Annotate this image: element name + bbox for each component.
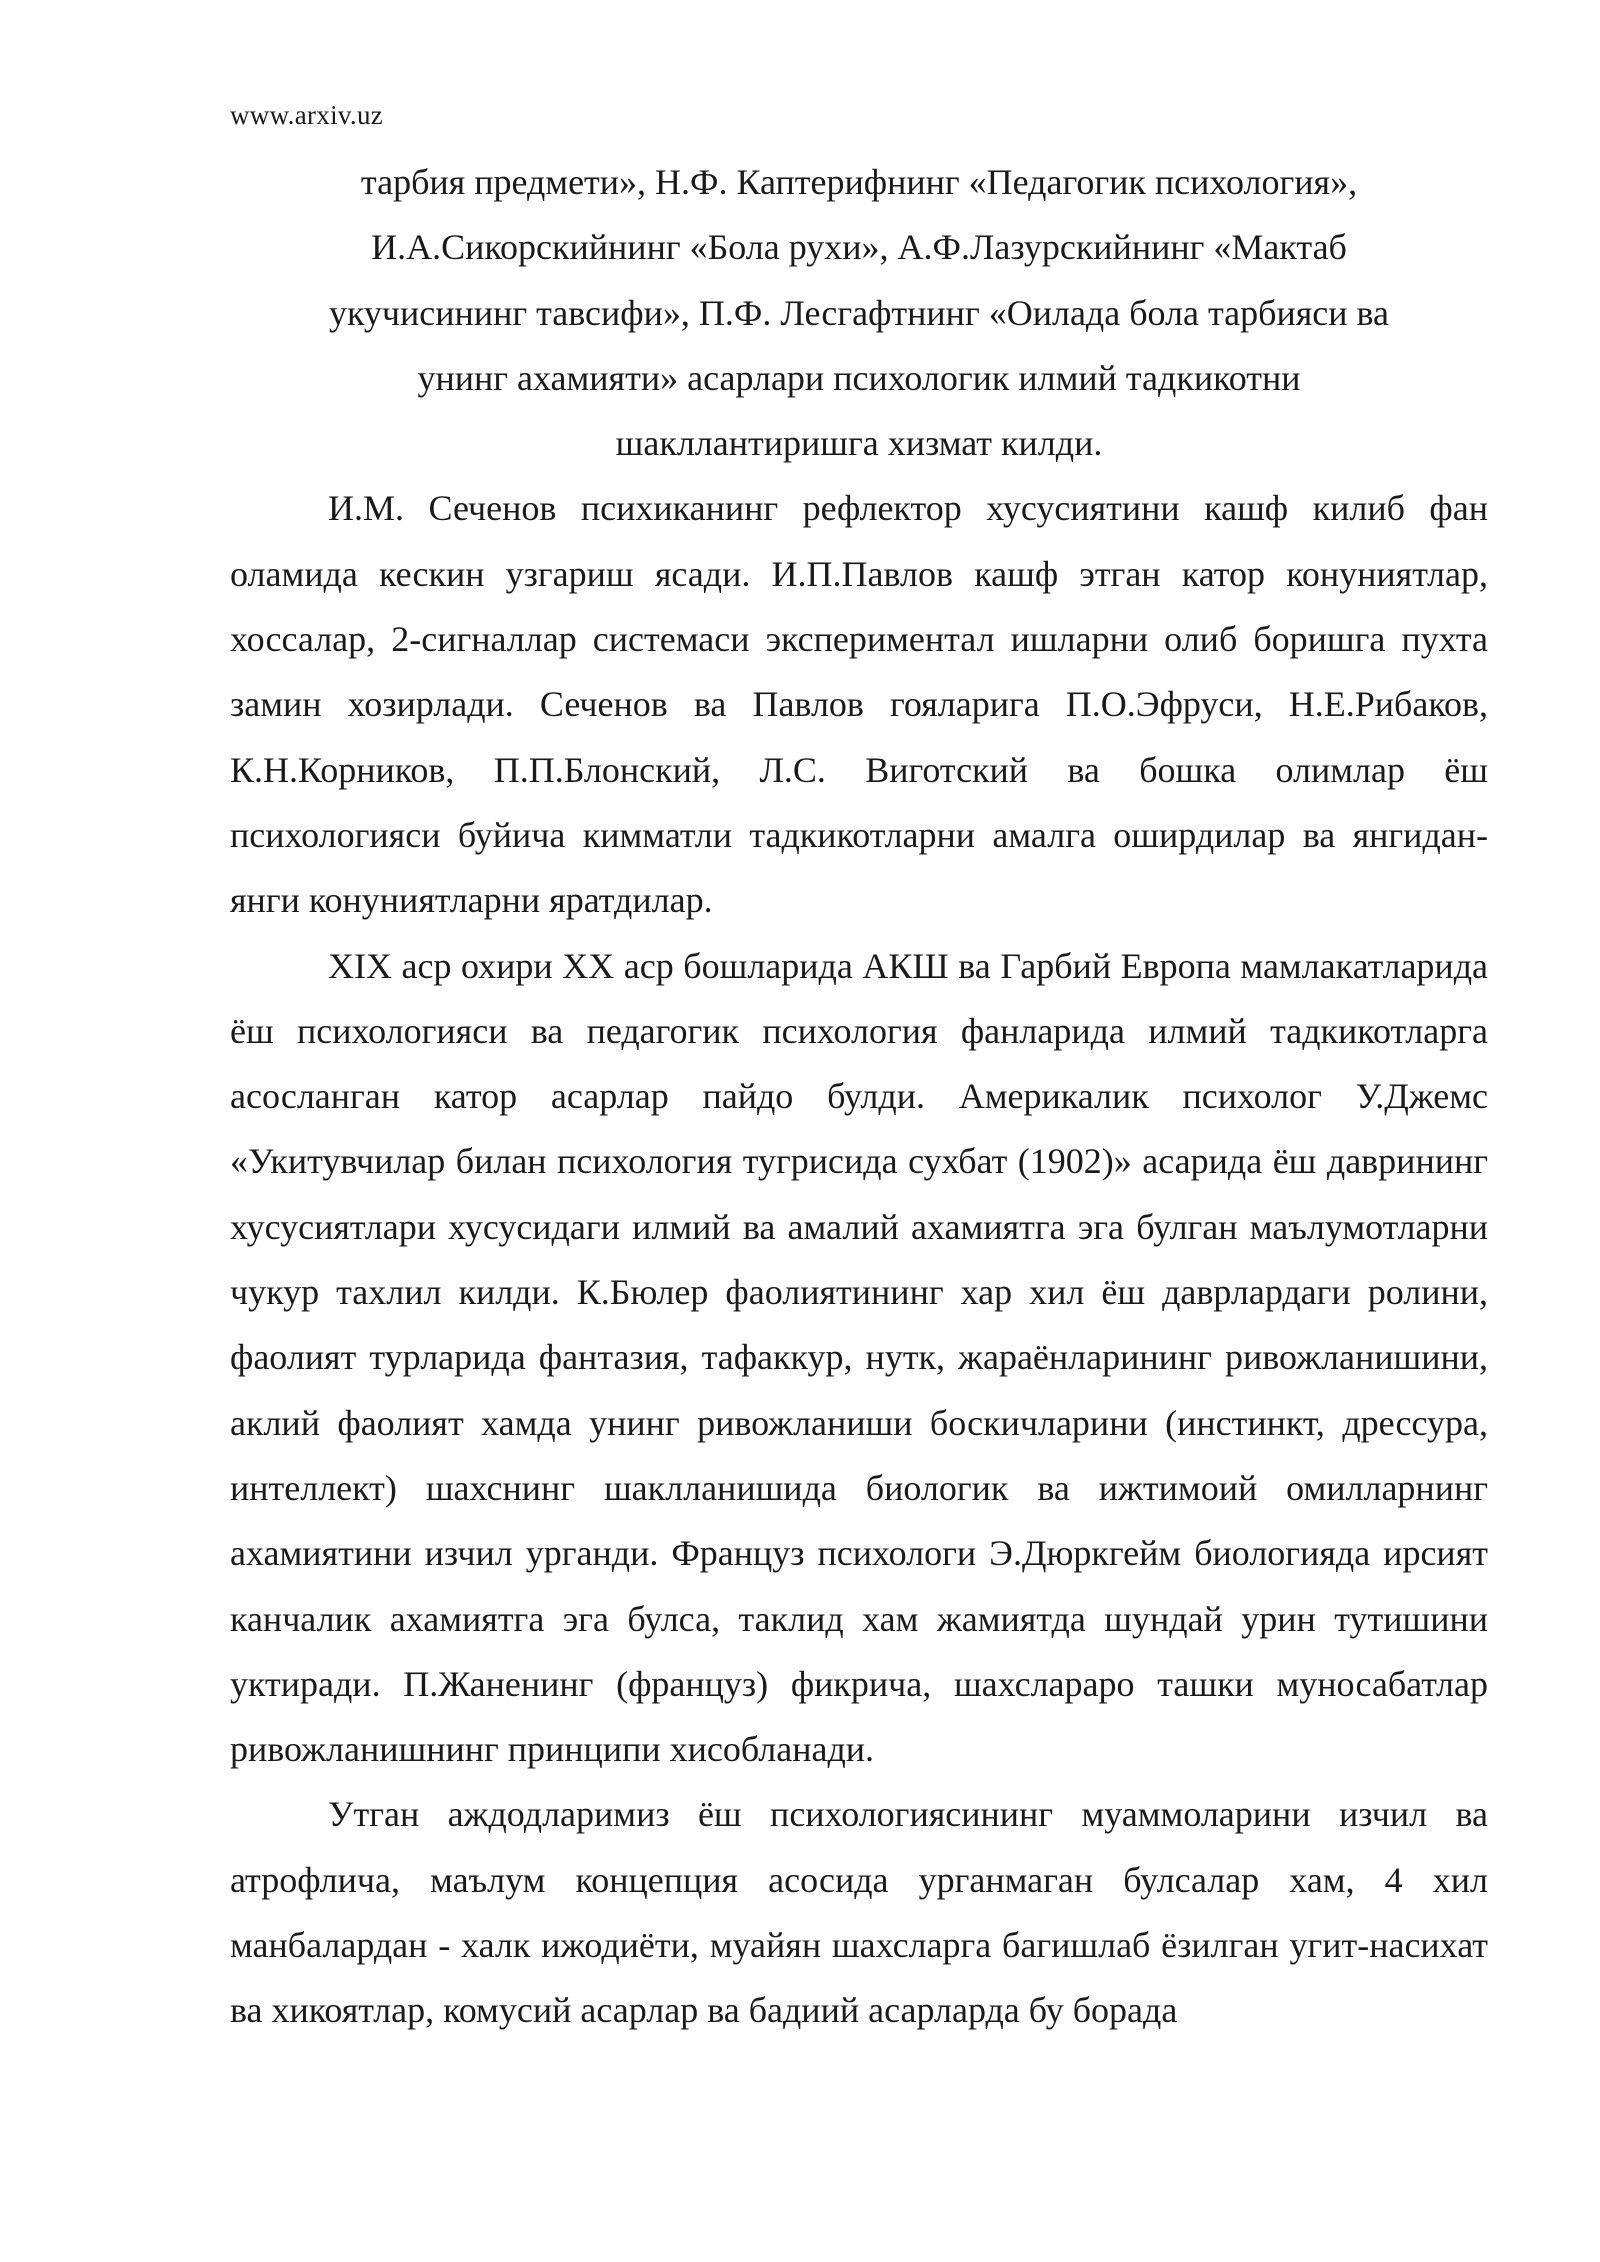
centered-line: укучисининг тавсифи», П.Ф. Лесгафтнинг «Оилада бола тарбияси ва <box>328 292 1390 333</box>
paragraph-xix-century: XIX аср охири XX аср бошларида АКШ ва Гарбий Европа мамлакатларида ёш психологияси ва педагогик психология фанларида илмий тадкикотларга асосланган катор асарлар пайдо булди. Америкалик психолог У.Джемс «Укитувчилар билан психология тугрисида сухбат (1902)» асарида ёш даврининг хусусиятлари хусусидаги илмий ва амалий ахамиятга эга булган маълумотларни чукур тахлил килди. К.Бюлер фаолиятининг хар хил ёш даврлардаги ролини, фаолият турларида фантазия, тафаккур, нутк, жараёнларининг ривожланишини, аклий фаолият хамда унинг ривожланиши боскичларини (инстинкт, дрессура, интеллект) шахснинг шаклланишида биологик ва ижтимоий омилларнинг ахамиятини изчил урганди. Француз психологи Э.Дюркгейм биологияда ирсият канчалик ахамиятга эга булса, таклид хам жамиятда шундай урин тутишини уктиради. П.Жаненинг (француз) фикрича, шахслараро ташки муносабатлар ривожланишнинг принципи хисобланади. <box>230 945 1488 1770</box>
site-url[interactable]: www.arxiv.uz <box>230 100 384 130</box>
document-body <box>230 150 1488 2044</box>
centered-line: шакллантиришга хизмат килди. <box>615 423 1103 464</box>
centered-line: тарбия предмети», Н.Ф. Каптерифнинг «Педагогик психология», <box>360 162 1358 202</box>
centered-line: унинг ахамияти» асарлари психологик илмий тадкикотни <box>417 357 1301 398</box>
paragraph-sechenov-pavlov: И.М. Сеченов психиканинг рефлектор хусусиятини кашф килиб фан оламида кескин узгариш ясади. И.П.Павлов кашф этган катор конуниятлар, хоссалар, 2-сигналлар системаси экспериментал ишларни олиб боришга пухта замин хозирлади. Сеченов ва Павлов гояларига П.О.Эфруси, Н.Е.Рибаков, К.Н.Корников, П.П.Блонский, Л.С. Виготский ва бошка олимлар ёш психологияси буйича кимматли тадкикотларни амалга оширдилар ва янгидан-янги конуниятларни яратдилар. <box>230 488 1488 921</box>
paragraph-ancestors: Утган аждодларимиз ёш психологиясининг муаммоларини изчил ва атрофлича, маълум концепция асосида урганмаган булсалар хам, 4 хил манбалардан - халк ижодиёти, муайян шахсларга багишлаб ёзилган угит-насихат ва хикоятлар, комусий асарлар ва бадиий асарларда бу борада <box>230 1794 1488 2031</box>
centered-line: И.А.Сикорскийнинг «Бола рухи», А.Ф.Лазурскийнинг «Мактаб <box>371 227 1347 268</box>
centered-text-block <box>230 150 1488 476</box>
